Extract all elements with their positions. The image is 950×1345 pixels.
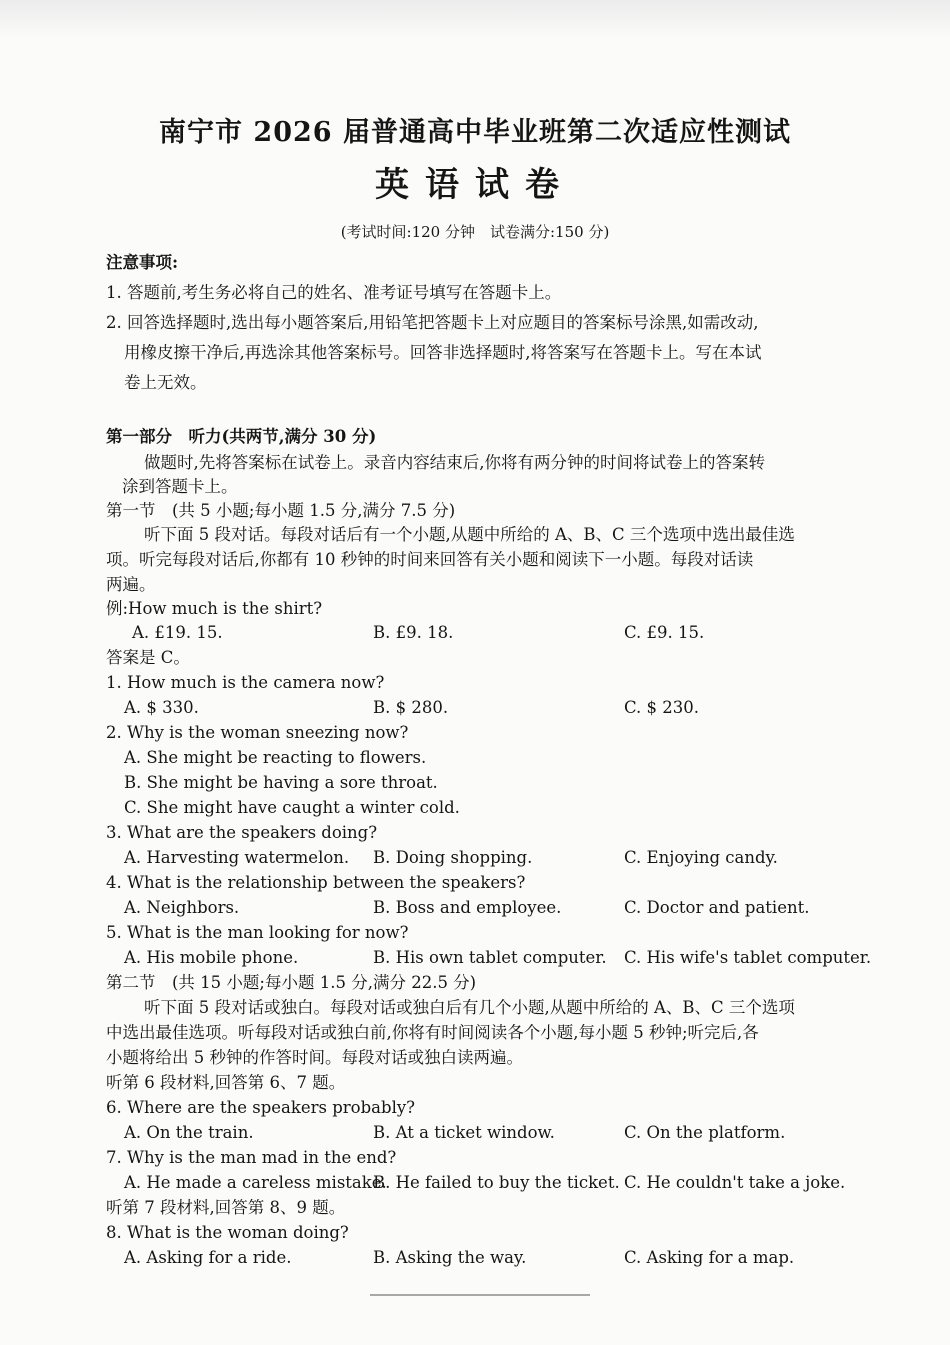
q4-option-a: A. Neighbors. [124,898,240,917]
q3-option-b: B. Doing shopping. [373,848,533,867]
part1-heading: 第一部分 听力(共两节,满分 30 分) [106,427,377,446]
q5-option-c: C. His wife's tablet computer. [624,948,872,967]
q8-option-a: A. Asking for a ride. [124,1248,292,1267]
question-3: 3. What are the speakers doing? [106,823,378,842]
question-4: 4. What is the relationship between the speakers? [106,873,526,892]
q4-option-c: C. Doctor and patient. [624,898,810,917]
q8-option-c: C. Asking for a map. [624,1248,795,1267]
example-question: 例:How much is the shirt? [106,599,323,618]
example-option-c: C. £9. 15. [624,623,705,642]
q1-option-a: A. $ 330. [124,698,199,717]
section2-intro-line1: 听下面 5 段对话或独白。每段对话或独白后有几个小题,从题中所给的 A、B、C 三个选项 [144,998,795,1017]
section1-intro-line3: 两遍。 [106,575,156,594]
q1-option-b: B. $ 280. [373,698,449,717]
subject-title: 英语试卷 [375,165,575,205]
question-7: 7. Why is the man mad in the end? [106,1148,397,1167]
example-answer: 答案是 C。 [106,648,190,667]
q7-option-a: A. He made a careless mistake. [124,1173,387,1192]
q2-option-a: A. She might be reacting to flowers. [124,748,427,767]
material-6-instruction: 听第 6 段材料,回答第 6、7 题。 [106,1073,346,1092]
q3-option-a: A. Harvesting watermelon. [124,848,350,867]
section2-heading: 第二节 (共 15 小题;每小题 1.5 分,满分 22.5 分) [106,973,477,992]
notice-item-2-line1: 2. 回答选择题时,选出每小题答案后,用铅笔把答题卡上对应题目的答案标号涂黑,如需改动, [106,313,759,332]
question-6: 6. Where are the speakers probably? [106,1098,416,1117]
q7-option-c: C. He couldn't take a joke. [624,1173,846,1192]
q4-option-b: B. Boss and employee. [373,898,562,917]
question-8: 8. What is the woman doing? [106,1223,349,1242]
scan-shadow [0,0,950,40]
q5-option-a: A. His mobile phone. [124,948,299,967]
q7-option-b: B. He failed to buy the ticket. [373,1173,620,1192]
q2-option-c: C. She might have caught a winter cold. [124,798,460,817]
section1-intro-line1: 听下面 5 段对话。每段对话后有一个小题,从题中所给的 A、B、C 三个选项中选出最佳选 [144,525,795,544]
q2-option-b: B. She might be having a sore throat. [124,773,438,792]
section2-intro-line2: 中选出最佳选项。听每段对话或独白前,你将有时间阅读各个小题,每小题 5 秒钟;听完后,各 [106,1023,759,1042]
section1-intro-line2: 项。听完每段对话后,你都有 10 秒钟的时间来回答有关小题和阅读下一小题。每段对话读 [106,550,754,569]
q6-option-c: C. On the platform. [624,1123,786,1142]
question-2: 2. Why is the woman sneezing now? [106,723,409,742]
q3-option-c: C. Enjoying candy. [624,848,778,867]
q8-option-b: B. Asking the way. [373,1248,527,1267]
notice-item-2-line2: 用橡皮擦干净后,再选涂其他答案标号。回答非选择题时,将答案写在答题卡上。写在本试 [124,343,762,362]
example-option-b: B. £9. 18. [373,623,454,642]
material-7-instruction: 听第 7 段材料,回答第 8、9 题。 [106,1198,346,1217]
notice-item-2-line3: 卷上无效。 [124,373,207,392]
exam-info: (考试时间:120 分钟 试卷满分:150 分) [340,223,610,241]
notice-heading: 注意事项: [106,253,179,272]
question-5: 5. What is the man looking for now? [106,923,409,942]
q6-option-a: A. On the train. [124,1123,254,1142]
q1-option-c: C. $ 230. [624,698,700,717]
notice-item-1: 1. 答题前,考生务必将自己的姓名、准考证号填写在答题卡上。 [106,283,562,302]
q6-option-b: B. At a ticket window. [373,1123,555,1142]
exam-title: 南宁市 2026 届普通高中毕业班第二次适应性测试 [159,117,791,148]
section2-intro-line3: 小题将给出 5 秒钟的作答时间。每段对话或独白读两遍。 [106,1048,523,1067]
part1-intro-line2: 涂到答题卡上。 [122,477,238,496]
q5-option-b: B. His own tablet computer. [373,948,607,967]
part1-intro-line1: 做题时,先将答案标在试卷上。录音内容结束后,你将有两分钟的时间将试卷上的答案转 [144,453,765,472]
section1-heading: 第一节 (共 5 小题;每小题 1.5 分,满分 7.5 分) [106,501,456,520]
page-footer-smudge [370,1294,590,1306]
question-1: 1. How much is the camera now? [106,673,385,692]
example-option-a: A. £19. 15. [132,623,223,642]
